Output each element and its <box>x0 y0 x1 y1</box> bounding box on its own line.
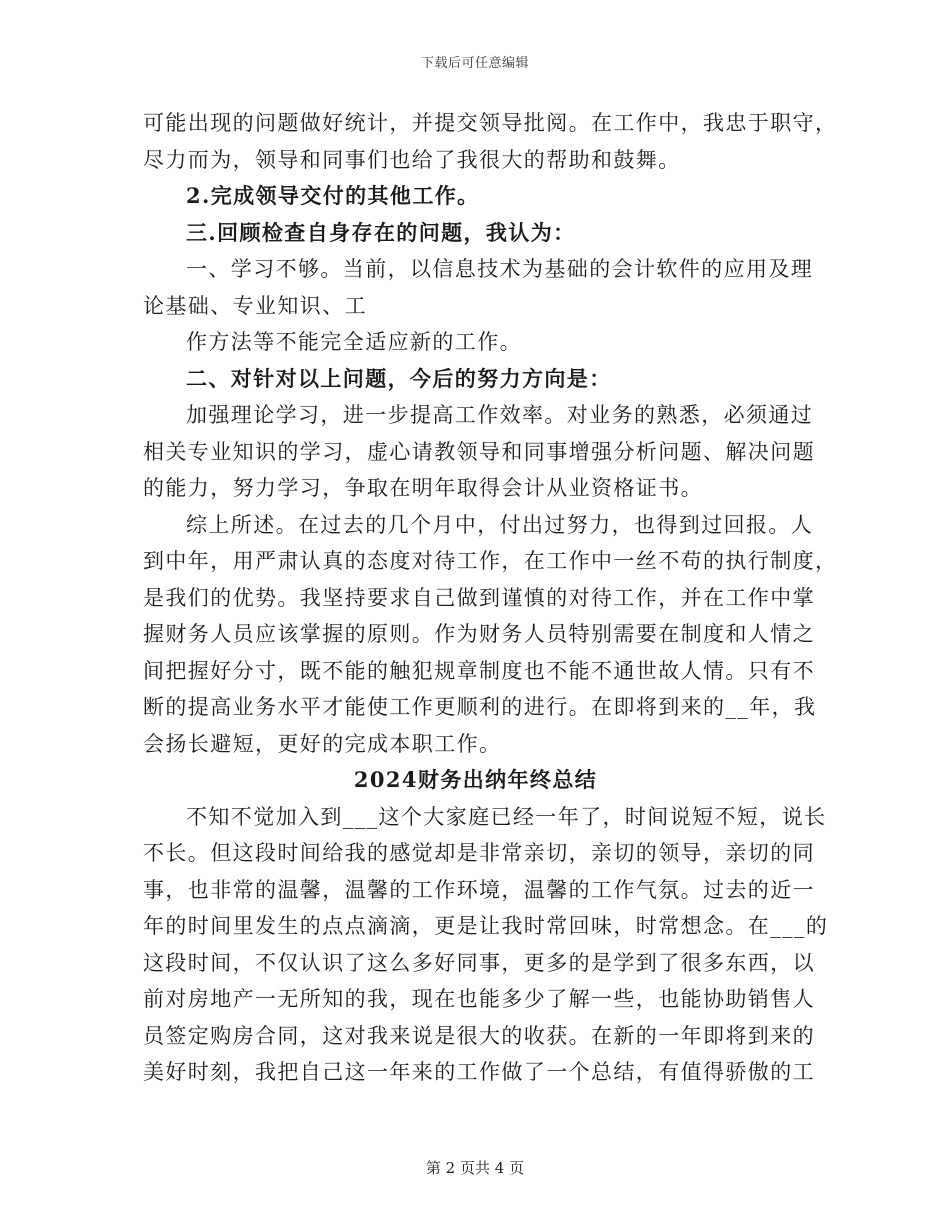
text-line: 间把握好分寸，既不能的触犯规章制度也不能不通世故人情。只有不 <box>143 658 815 683</box>
text-line: 事，也非常的温馨，温馨的工作环境，温馨的工作气氛。过去的近一 <box>143 877 815 902</box>
document-body <box>143 105 838 1091</box>
section-heading: 二、对针对以上问题，今后的努力方向是： <box>186 365 612 391</box>
text-line: 这段时间，不仅认识了这么多好同事，更多的是学到了很多东西，以 <box>143 950 815 975</box>
page-header: 下载后可任意编辑 <box>420 56 529 71</box>
text-line: 前对房地产一无所知的我，现在也能多少了解一些，也能协助销售人 <box>143 987 815 1011</box>
text-line: 是我们的优势。我坚持要求自己做到谨慎的对待工作，并在工作中掌 <box>143 585 815 610</box>
text-line: 论基础、专业知识、工 <box>143 293 367 318</box>
text-line: 员签定购房合同，这对我来说是很大的收获。在新的一年即将到来的 <box>143 1023 815 1048</box>
text-line: 到中年，用严肃认真的态度对待工作，在工作中一丝不苟的执行制度， <box>143 549 838 573</box>
text-line: 加强理论学习，进一步提高工作效率。对业务的熟悉，必须通过 <box>186 403 814 427</box>
section-heading: 2.完成领导交付的其他工作。 <box>186 183 480 208</box>
text-line: 尽力而为，领导和同事们也给了我很大的帮助和鼓舞。 <box>143 147 681 172</box>
text-line: 的能力，努力学习，争取在明年取得会计从业资格证书。 <box>143 476 703 500</box>
text-line: 不知不觉加入到___这个大家庭已经一年了，时间说短不短，说长 <box>186 804 827 829</box>
text-line: 不长。但这段时间给我的感觉却是非常亲切，亲切的领导，亲切的同 <box>143 841 815 865</box>
section-heading: 三.回顾检查自身存在的问题，我认为： <box>186 219 576 245</box>
text-line: 断的提高业务水平才能使工作更顺利的进行。在即将到来的__年，我 <box>143 695 817 719</box>
text-line: 相关专业知识的学习，虚心请教领导和同事增强分析问题、解决问题 <box>143 439 815 464</box>
text-line: 会扬长避短，更好的完成本职工作。 <box>143 731 502 756</box>
document-title: 2024财务出纳年终总结 <box>353 767 598 792</box>
text-line: 可能出现的问题做好统计，并提交领导批阅。在工作中，我忠于职守， <box>143 111 838 135</box>
text-line: 综上所述。在过去的几个月中，付出过努力，也得到过回报。人 <box>186 512 814 537</box>
text-line: 一、学习不够。当前，以信息技术为基础的会计软件的应用及理 <box>186 257 814 281</box>
page-number: 第 2 页共 4 页 <box>425 1159 525 1177</box>
text-line: 作方法等不能完全适应新的工作。 <box>186 330 522 354</box>
text-line: 美好时刻，我把自己这一年来的工作做了一个总结，有值得骄傲的工 <box>143 1060 815 1084</box>
text-line: 握财务人员应该掌握的原则。作为财务人员特别需要在制度和人情之 <box>143 622 815 646</box>
text-line: 年的时间里发生的点点滴滴，更是让我时常回味，时常想念。在___的 <box>143 914 829 938</box>
